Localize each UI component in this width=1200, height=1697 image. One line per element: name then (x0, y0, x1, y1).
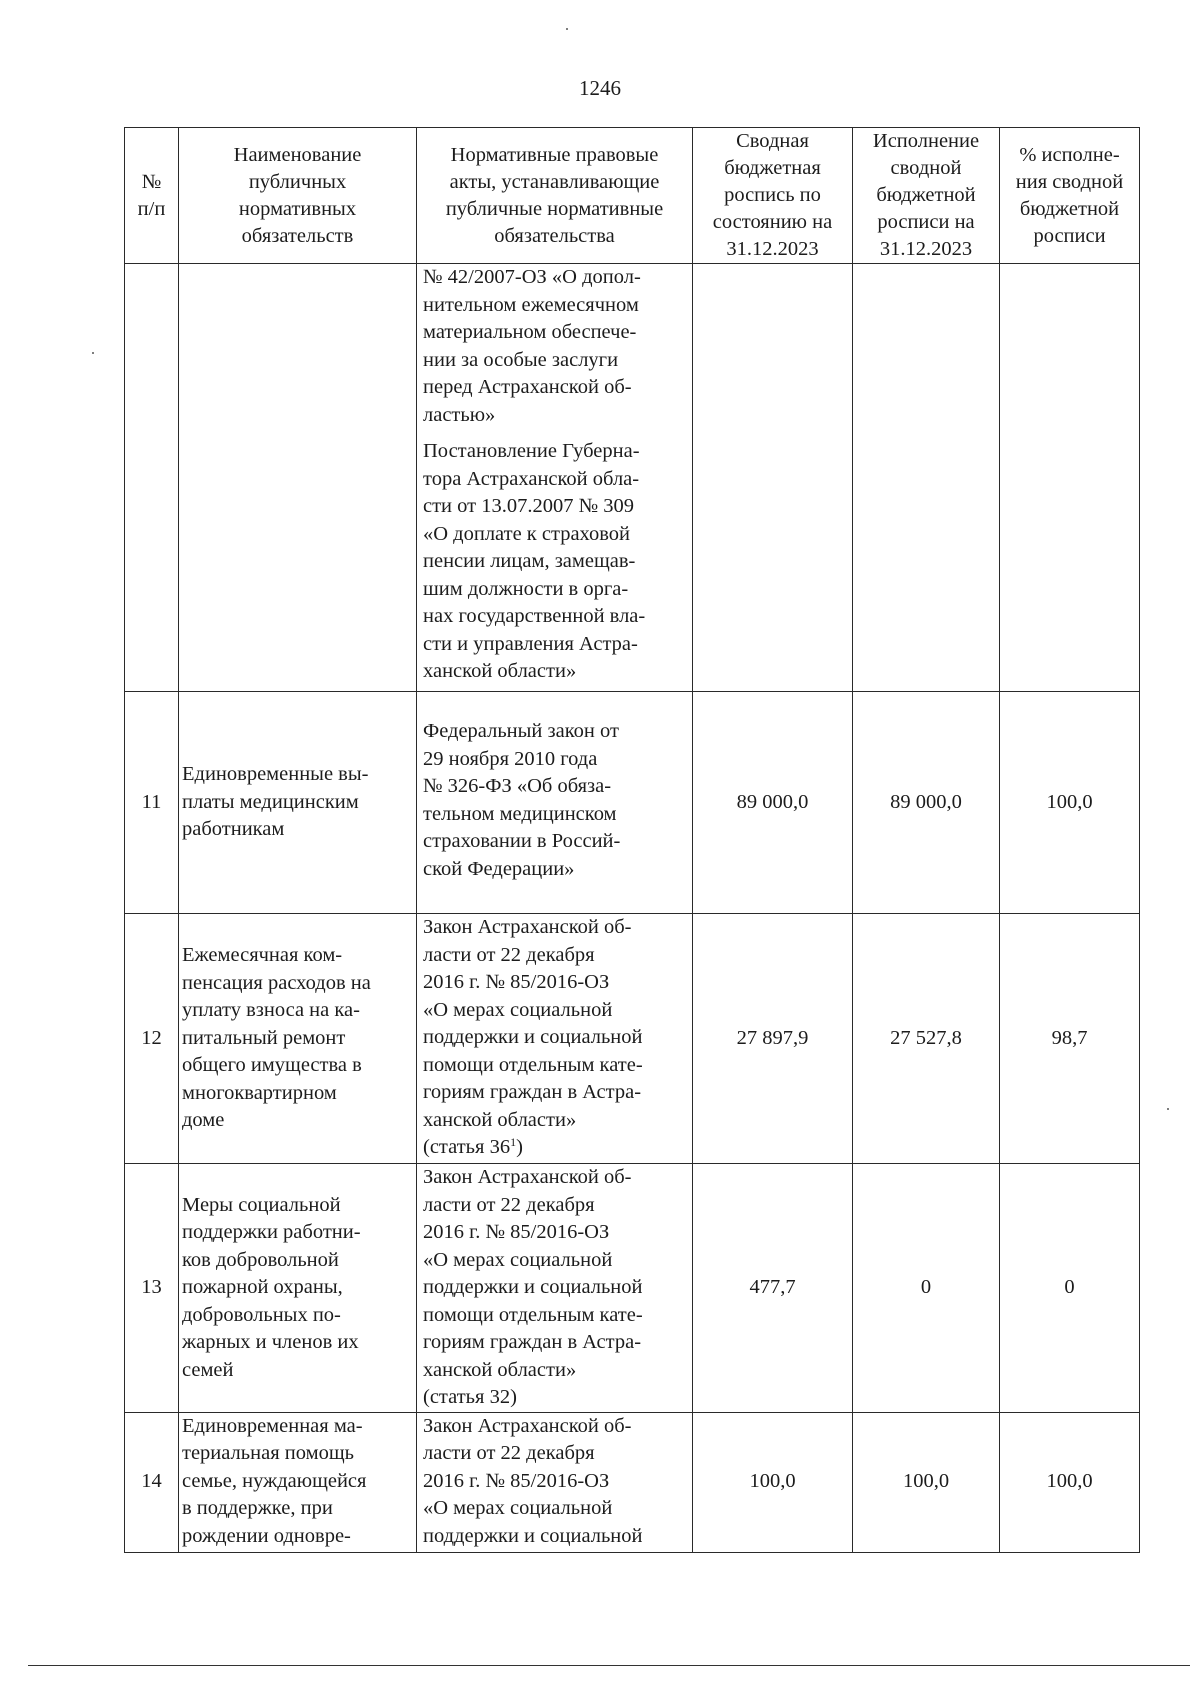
header-pct: % исполне- ния сводной бюджетной росписи (1000, 128, 1140, 264)
table-row (125, 264, 1140, 692)
scan-speck (92, 352, 94, 354)
act-text: Федеральный закон от 29 ноября 2010 года № 326-ФЗ «Об обяза- тельном медицинском страховании в Россий- ской Федерации» (423, 720, 621, 880)
row-name (179, 264, 417, 692)
row-pct: 100,0 (1000, 1412, 1140, 1552)
table-header-row (125, 128, 1140, 264)
act-text: № 42/2007-ОЗ «О допол- нительном ежемесячном материальном обеспече- нии за особые заслуги перед Астраханской об- ластью» (423, 266, 641, 426)
row-acts (417, 1412, 693, 1552)
row-num: 11 (125, 692, 179, 914)
table-row (125, 1412, 1140, 1552)
header-num: № п/п (125, 128, 179, 264)
act-text: Закон Астраханской об- ласти от 22 декабря 2016 г. № 85/2016-ОЗ «О мерах социальной поддержки и социальной (423, 1414, 643, 1547)
act-article-text: (статья 36 (423, 1136, 511, 1158)
row-acts (417, 264, 693, 692)
page-number: 1246 (579, 76, 621, 100)
row-name: Единовременная ма- териальная помощь семье, нуждающейся в поддержке, при рождении одновре- (179, 1412, 417, 1552)
act-text: Постановление Губерна- тора Астраханской обла- сти от 13.07.2007 № 309 «О доплате к страховой пенсии лицам, замещав- шим должности в орга- нах государственной вла- сти и управления Астра- ханской области» (423, 440, 646, 682)
row-num: 13 (125, 1164, 179, 1413)
act-article-end: ) (516, 1136, 523, 1158)
row-name: Меры социальной поддержки работни- ков добровольной пожарной охраны, добровольных по- жарных и членов их семей (179, 1164, 417, 1413)
row-pct: 98,7 (1000, 914, 1140, 1164)
row-acts (417, 914, 693, 1164)
act-text: Закон Астраханской об- ласти от 22 декабря 2016 г. № 85/2016-ОЗ «О мерах социальной поддержки и социальной помощи отдельным кате- гориям граждан в Астра- ханской области» (статья 32) (423, 1166, 643, 1408)
header-acts: Нормативные правовые акты, устанавливающие публичные нормативные обязательства (417, 128, 693, 264)
act-article (423, 1134, 689, 1162)
header-exec: Исполнение сводной бюджетной росписи на 31.12.2023 (853, 128, 1000, 264)
row-exec: 100,0 (853, 1412, 1000, 1552)
table-row (125, 1164, 1140, 1413)
table-row (125, 692, 1140, 914)
header-plan: Сводная бюджетная роспись по состоянию на 31.12.2023 (693, 128, 853, 264)
act-article-sup: 1 (510, 1135, 517, 1149)
row-name: Единовременные вы- платы медицинским работникам (179, 692, 417, 914)
row-acts (417, 692, 693, 914)
row-plan: 27 897,9 (693, 914, 853, 1164)
scan-speck (1167, 1108, 1169, 1110)
header-name: Наименование публичных нормативных обязательств (179, 128, 417, 264)
act-text: Закон Астраханской об- ласти от 22 декабря 2016 г. № 85/2016-ОЗ «О мерах социальной поддержки и социальной помощи отдельным кате- гориям граждан в Астра- ханской области» (423, 916, 643, 1131)
row-plan (693, 264, 853, 692)
row-num (125, 264, 179, 692)
row-pct: 100,0 (1000, 692, 1140, 914)
row-exec: 0 (853, 1164, 1000, 1413)
scan-speck (566, 28, 568, 30)
row-num: 14 (125, 1412, 179, 1552)
row-plan: 100,0 (693, 1412, 853, 1552)
table-row (125, 914, 1140, 1164)
row-exec: 27 527,8 (853, 914, 1000, 1164)
row-pct (1000, 264, 1140, 692)
row-num: 12 (125, 914, 179, 1164)
row-pct: 0 (1000, 1164, 1140, 1413)
row-exec: 89 000,0 (853, 692, 1000, 914)
row-exec (853, 264, 1000, 692)
row-plan: 477,7 (693, 1164, 853, 1413)
bottom-rule (28, 1665, 1190, 1666)
row-name: Ежемесячная ком- пенсация расходов на уплату взноса на ка- питальный ремонт общего имущества в многоквартирном доме (179, 914, 417, 1164)
row-plan: 89 000,0 (693, 692, 853, 914)
obligations-table (124, 127, 1140, 1553)
row-acts (417, 1164, 693, 1413)
